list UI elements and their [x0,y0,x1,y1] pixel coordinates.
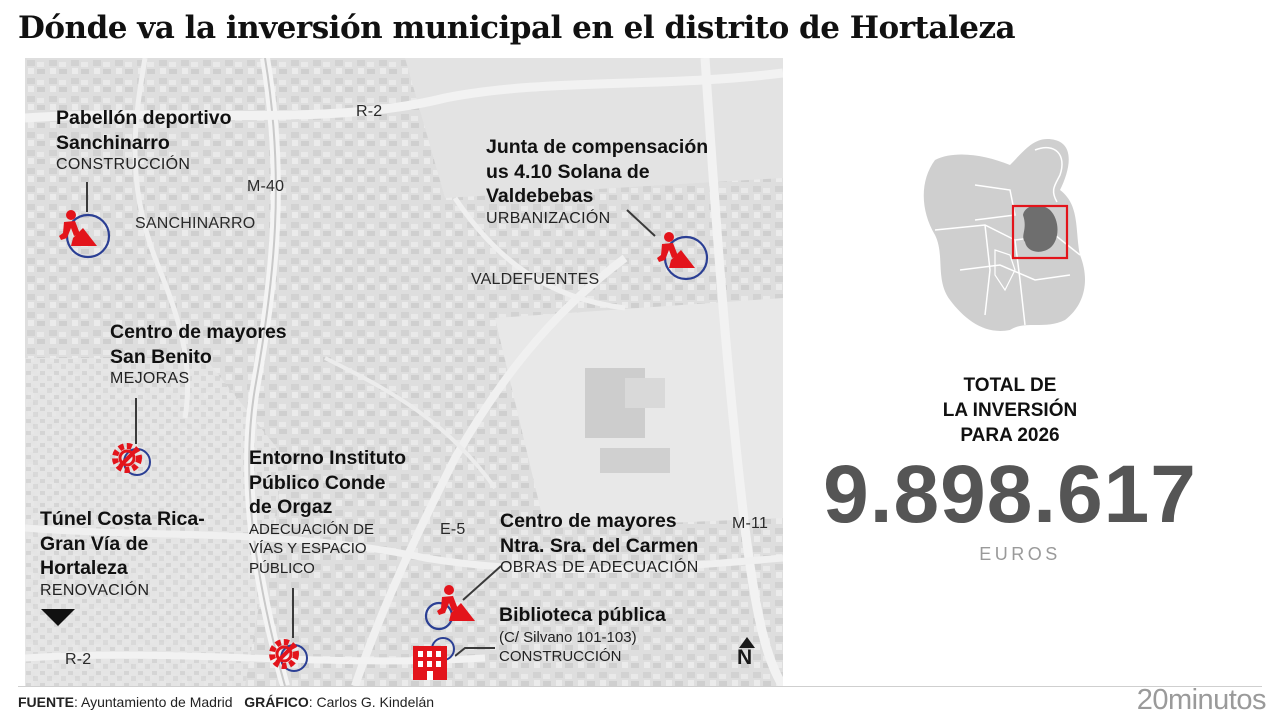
total-amount: 9.898.617 [823,449,1197,540]
project-centro-mayores-san-benito[interactable] [110,320,287,389]
brand-logo[interactable]: 20minutos [1136,684,1266,716]
road-label-r2-top: R-2 [356,103,383,120]
project-tunel-costa-rica[interactable] [40,507,205,600]
place-label-valdefuentes: VALDEFUENTES [471,271,600,288]
worker-construction-icon[interactable] [55,206,113,264]
road-label-m40: M-40 [247,178,285,195]
project-title: Sanchinarro [56,131,170,154]
project-biblioteca-publica[interactable] [499,603,666,667]
leader-line [135,398,137,444]
road-label-e5: E-5 [440,521,466,538]
project-title: Túnel Costa Rica- [40,508,205,530]
total-label-line: LA INVERSIÓN [942,400,1078,421]
project-type: RENOVACIÓN [40,581,150,599]
source-value: : Ayuntamiento de Madrid [74,694,233,710]
gear-wrench-icon[interactable] [109,440,155,480]
project-pabellon-sanchinarro[interactable] [56,106,232,175]
project-title: de Orgaz [249,496,333,518]
road-label-r2-bottom: R-2 [65,651,92,668]
project-title: Hortaleza [40,557,128,579]
total-label-line: TOTAL DE [963,375,1057,396]
project-entorno-instituto[interactable] [249,446,406,578]
project-type: ADECUACIÓN DE [249,520,375,538]
project-title: Junta de compensación [486,136,709,158]
graphic-label: GRÁFICO [244,694,309,710]
project-title: Entorno Instituto [249,447,407,469]
road-label-m11: M-11 [732,515,769,532]
worker-construction-icon[interactable] [653,228,711,286]
project-type: CONSTRUCCIÓN [56,156,191,173]
leader-line [292,588,294,638]
page-title: Dónde va la inversión municipal en el distrito de Hortaleza [18,10,1016,46]
project-title: Biblioteca pública [499,604,666,626]
district-map [25,58,783,686]
project-type: URBANIZACIÓN [486,209,611,227]
building-icon[interactable] [409,636,459,682]
project-title: us 4.10 Solana de [486,160,650,183]
project-type: CONSTRUCCIÓN [499,648,622,665]
graphic-value: : Carlos G. Kindelán [308,694,435,710]
footer-divider [18,686,1262,687]
project-type: MEJORAS [110,370,190,387]
project-title: San Benito [110,345,212,368]
project-type: OBRAS DE ADECUACIÓN [500,559,699,576]
project-title: Pabellón deportivo [56,107,232,129]
madrid-districts-locator-map [915,130,1105,340]
project-junta-compensacion[interactable] [486,135,708,228]
source-label: FUENTE [18,694,74,710]
footer-credits [18,694,434,710]
place-label-sanchinarro: SANCHINARRO [135,215,256,232]
project-address: (C/ Silvano 101-103) [499,628,637,646]
project-centro-mayores-carmen[interactable] [500,509,699,578]
total-label-line: PARA 2026 [960,425,1060,446]
project-title: Gran Vía de [40,532,149,555]
project-title: Centro de mayores [500,510,677,532]
project-title: Público Conde [249,471,386,494]
total-investment-label [860,373,1160,448]
project-title: Centro de mayores [110,321,287,343]
amount-unit: EUROS [979,544,1061,564]
project-title: Ntra. Sra. del Carmen [500,534,699,557]
worker-construction-icon[interactable] [423,582,481,634]
north-label: N [737,646,753,669]
triangle-marker-icon[interactable] [40,608,76,628]
gear-wrench-icon[interactable] [266,636,312,676]
project-type: PÚBLICO [249,559,315,577]
leader-line [455,646,499,658]
project-title: Valdebebas [486,185,594,207]
project-type: VÍAS Y ESPACIO [249,540,367,557]
